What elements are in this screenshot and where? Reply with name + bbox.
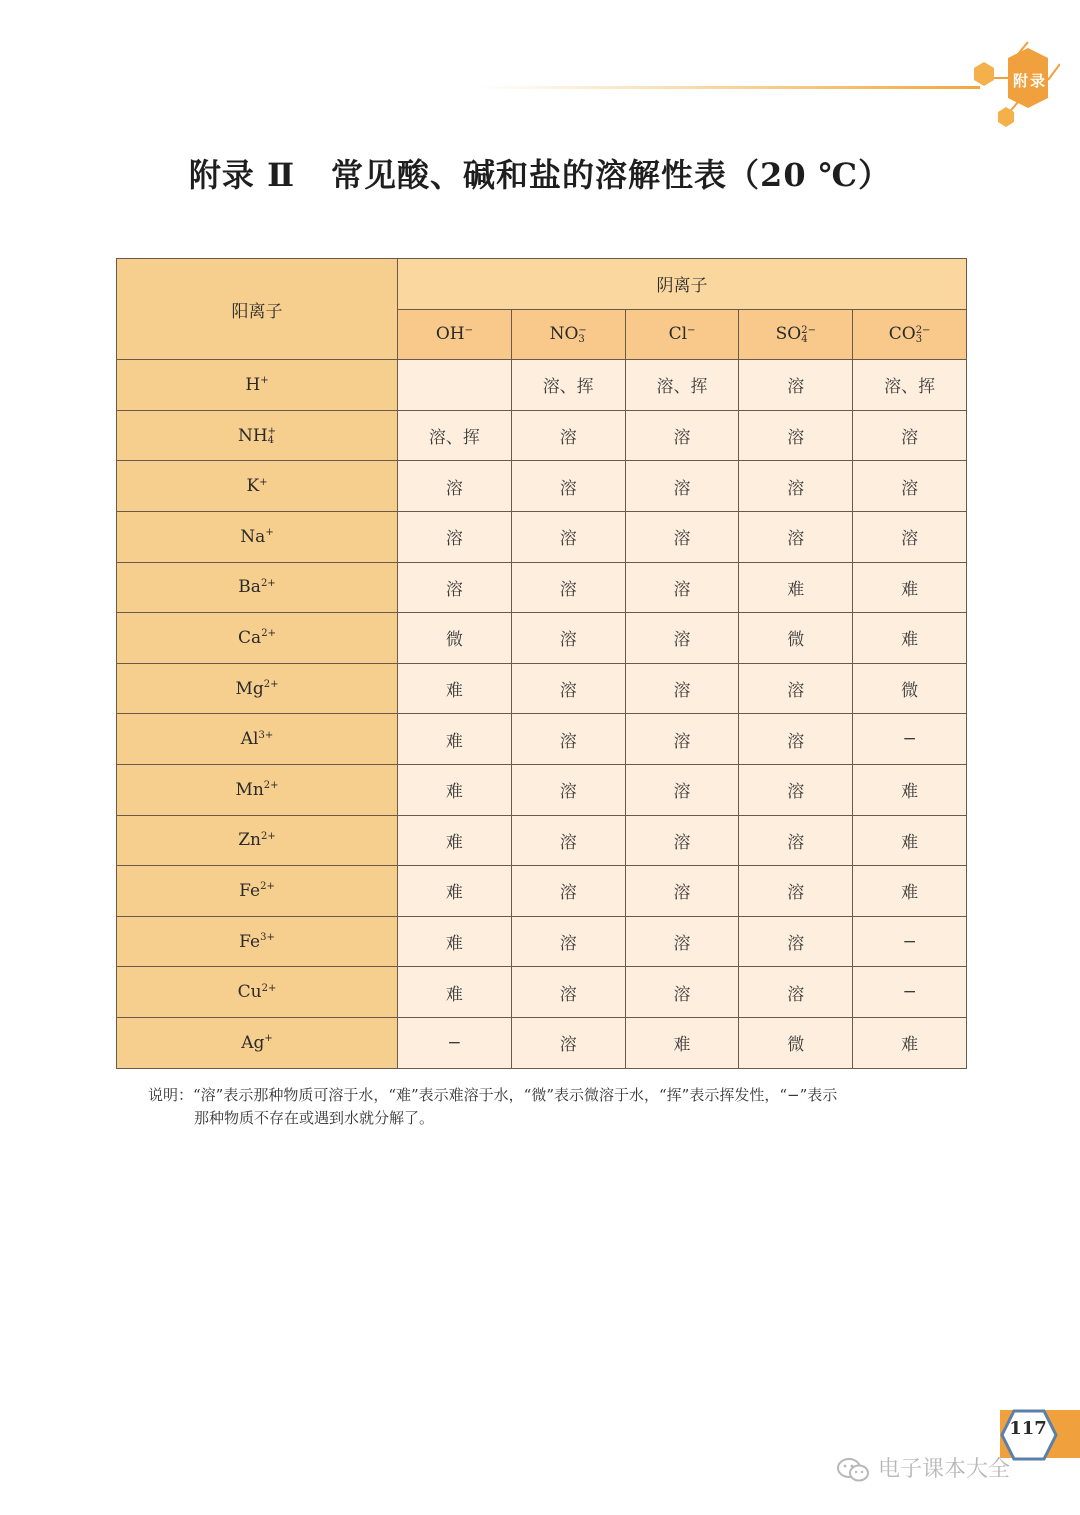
solubility-cell: −: [853, 714, 967, 765]
cation-superscript: +: [267, 426, 277, 438]
solubility-cell: 溶: [625, 562, 739, 613]
table-row: [117, 511, 967, 562]
cation-symbol: Fe: [239, 931, 261, 952]
cation-charge: [260, 376, 268, 394]
cation-symbol: Mn: [235, 779, 264, 800]
cation-superscript: 2+: [260, 881, 275, 893]
header-badge: 附录: [1012, 72, 1047, 90]
cation-header: 阳离子: [117, 259, 398, 360]
solubility-cell: −: [853, 916, 967, 967]
solubility-cell: 溶: [739, 663, 853, 714]
table-row: [117, 410, 967, 461]
wechat-icon: [836, 1457, 872, 1483]
cation-charge: [264, 781, 279, 799]
cation-cell: [117, 562, 398, 613]
anion-symbol: CO: [888, 324, 916, 345]
solubility-cell: 溶: [511, 511, 625, 562]
solubility-cell: 溶: [511, 967, 625, 1018]
cation-cell: [117, 511, 398, 562]
cation-charge: [261, 629, 276, 647]
cation-symbol: Al: [240, 729, 259, 750]
note-line-2: 那种物质不存在或遇到水就分解了。: [194, 1109, 435, 1127]
solubility-cell: 难: [625, 1017, 739, 1068]
solubility-cell: 溶: [739, 866, 853, 917]
cation-symbol: Fe: [239, 880, 261, 901]
solubility-cell: 溶: [739, 764, 853, 815]
anion-subscript: 3: [578, 333, 585, 345]
anion-header: [625, 309, 739, 360]
cation-superscript: 3+: [258, 729, 274, 741]
solubility-cell: 难: [398, 815, 512, 866]
solubility-cell: [398, 360, 512, 411]
table-row: [117, 613, 967, 664]
table-row: [117, 714, 967, 765]
solubility-cell: 微: [739, 1017, 853, 1068]
solubility-cell: 溶、挥: [625, 360, 739, 411]
solubility-cell: 难: [853, 764, 967, 815]
anion-superscript: 2−: [915, 324, 931, 336]
anion-group-header: 阴离子: [398, 259, 967, 310]
solubility-cell: 溶: [625, 511, 739, 562]
solubility-cell: 溶: [625, 613, 739, 664]
solubility-cell: 难: [398, 663, 512, 714]
solubility-cell: 溶: [853, 511, 967, 562]
cation-cell: [117, 967, 398, 1018]
cation-superscript: +: [265, 527, 274, 539]
anion-superscript: −: [464, 324, 473, 336]
solubility-cell: 溶: [511, 461, 625, 512]
solubility-cell: 难: [853, 866, 967, 917]
solubility-cell: 难: [398, 714, 512, 765]
solubility-cell: 微: [739, 613, 853, 664]
solubility-cell: 溶: [625, 714, 739, 765]
cation-charge: [261, 832, 276, 850]
solubility-cell: 溶: [511, 613, 625, 664]
table-row: [117, 967, 967, 1018]
table-row: [117, 866, 967, 917]
cation-symbol: K: [246, 476, 260, 497]
solubility-cell: 难: [398, 916, 512, 967]
cation-symbol: Ca: [238, 627, 262, 648]
solubility-cell: 溶: [739, 714, 853, 765]
solubility-cell: 溶: [511, 1017, 625, 1068]
solubility-cell: −: [398, 1017, 512, 1068]
table-row: [117, 916, 967, 967]
solubility-cell: 溶: [739, 967, 853, 1018]
solubility-cell: 溶: [398, 511, 512, 562]
solubility-cell: 溶: [739, 916, 853, 967]
page-title: [0, 150, 1080, 196]
cation-charge: [264, 1034, 272, 1052]
cation-charge: [265, 528, 273, 546]
anion-header: [853, 309, 967, 360]
cation-cell: [117, 613, 398, 664]
cation-superscript: +: [264, 1033, 273, 1045]
cation-symbol: Ag: [241, 1032, 265, 1053]
table-row: [117, 815, 967, 866]
solubility-cell: 微: [853, 663, 967, 714]
cation-charge: [264, 680, 279, 698]
cation-superscript: 2+: [261, 982, 277, 994]
solubility-cell: 溶、挥: [511, 360, 625, 411]
cation-charge: [262, 984, 277, 1002]
watermark-text: 电子课本大全: [878, 1457, 1011, 1482]
anion-symbol: SO: [775, 324, 802, 345]
solubility-cell: 溶: [625, 916, 739, 967]
solubility-table: [116, 258, 967, 1069]
anion-symbol: OH: [435, 324, 465, 345]
cation-charge: [259, 478, 267, 496]
solubility-cell: 溶: [398, 461, 512, 512]
cation-cell: [117, 714, 398, 765]
anion-symbol: NO: [549, 324, 579, 345]
anion-charge: [801, 326, 816, 344]
watermark: [836, 1452, 1010, 1483]
solubility-cell: 难: [398, 967, 512, 1018]
solubility-cell: 难: [398, 866, 512, 917]
solubility-cell: 溶: [739, 511, 853, 562]
anion-header: [511, 309, 625, 360]
solubility-cell: 溶: [853, 410, 967, 461]
cation-symbol: H: [245, 374, 261, 395]
anion-charge: [687, 326, 695, 344]
cation-cell: [117, 410, 398, 461]
cation-symbol: Ba: [238, 577, 261, 598]
cation-charge: [268, 427, 276, 445]
anion-superscript: 2−: [801, 324, 816, 336]
cation-superscript: 2+: [261, 830, 276, 842]
cation-cell: [117, 360, 398, 411]
cation-symbol: Na: [240, 526, 266, 547]
header-rule: [480, 86, 980, 89]
solubility-cell: 难: [853, 1017, 967, 1068]
cation-superscript: 2+: [260, 577, 276, 589]
table-row: [117, 360, 967, 411]
cation-charge: [260, 933, 275, 951]
anion-symbol: Cl: [668, 324, 688, 345]
solubility-cell: 溶、挥: [853, 360, 967, 411]
anion-header: [398, 309, 512, 360]
title-main: 常见酸、碱和盐的溶解性表（20 ℃）: [331, 156, 892, 194]
anion-charge: [578, 326, 586, 344]
anion-charge: [465, 326, 473, 344]
cation-cell: [117, 764, 398, 815]
cation-cell: [117, 663, 398, 714]
cation-cell: [117, 461, 398, 512]
solubility-cell: 溶: [625, 764, 739, 815]
cation-superscript: 2+: [261, 628, 276, 640]
cation-superscript: 3+: [260, 932, 275, 944]
solubility-cell: −: [853, 967, 967, 1018]
solubility-cell: 溶: [511, 916, 625, 967]
table-row: [117, 663, 967, 714]
cation-cell: [117, 916, 398, 967]
cation-cell: [117, 815, 398, 866]
solubility-cell: 难: [853, 815, 967, 866]
solubility-cell: 溶: [739, 410, 853, 461]
table-row: [117, 461, 967, 512]
solubility-cell: 溶: [625, 461, 739, 512]
anion-header: [739, 309, 853, 360]
solubility-cell: 溶: [625, 663, 739, 714]
solubility-cell: 溶: [511, 562, 625, 613]
anion-charge: [916, 326, 931, 344]
solubility-cell: 溶: [511, 714, 625, 765]
solubility-cell: 溶: [625, 410, 739, 461]
solubility-cell: 溶: [625, 866, 739, 917]
solubility-cell: 溶: [853, 461, 967, 512]
solubility-cell: 溶: [625, 815, 739, 866]
solubility-cell: 溶: [625, 967, 739, 1018]
anion-subscript: 4: [801, 333, 808, 345]
table-note: [148, 1084, 978, 1130]
anion-superscript: −: [687, 324, 696, 336]
cation-symbol: Mg: [235, 678, 264, 699]
cation-cell: [117, 866, 398, 917]
solubility-cell: 溶: [511, 663, 625, 714]
cation-superscript: 2+: [263, 780, 279, 792]
solubility-cell: 溶: [511, 764, 625, 815]
solubility-cell: 难: [398, 764, 512, 815]
table-row: [117, 1017, 967, 1068]
cation-subscript: 4: [267, 435, 275, 447]
cation-symbol: Zn: [238, 830, 261, 851]
solubility-cell: 难: [853, 562, 967, 613]
table-row: [117, 764, 967, 815]
cation-charge: [260, 882, 275, 900]
title-prefix: 附录 Ⅱ: [188, 156, 296, 194]
solubility-cell: 溶: [739, 461, 853, 512]
solubility-cell: 溶: [511, 410, 625, 461]
solubility-cell: 溶、挥: [398, 410, 512, 461]
page-number: 117: [1009, 1418, 1047, 1439]
note-line-1: 说明：“溶”表示那种物质可溶于水，“难”表示难溶于水，“微”表示微溶于水，“挥”表示挥发性，“−”表示: [148, 1086, 838, 1104]
cation-symbol: NH: [237, 425, 268, 446]
solubility-cell: 溶: [739, 360, 853, 411]
solubility-cell: 微: [398, 613, 512, 664]
solubility-cell: 溶: [511, 815, 625, 866]
solubility-cell: 难: [739, 562, 853, 613]
cation-symbol: Cu: [237, 982, 262, 1003]
solubility-cell: 溶: [511, 866, 625, 917]
cation-cell: [117, 1017, 398, 1068]
cation-superscript: +: [259, 476, 268, 488]
solubility-cell: 溶: [739, 815, 853, 866]
cation-charge: [258, 731, 273, 749]
cation-superscript: 2+: [263, 679, 279, 691]
cation-charge: [261, 579, 276, 597]
solubility-cell: 难: [853, 613, 967, 664]
solubility-cell: 溶: [398, 562, 512, 613]
cation-superscript: +: [260, 375, 269, 387]
table-row: [117, 562, 967, 613]
anion-superscript: −: [578, 324, 587, 336]
anion-subscript: 3: [915, 333, 923, 345]
